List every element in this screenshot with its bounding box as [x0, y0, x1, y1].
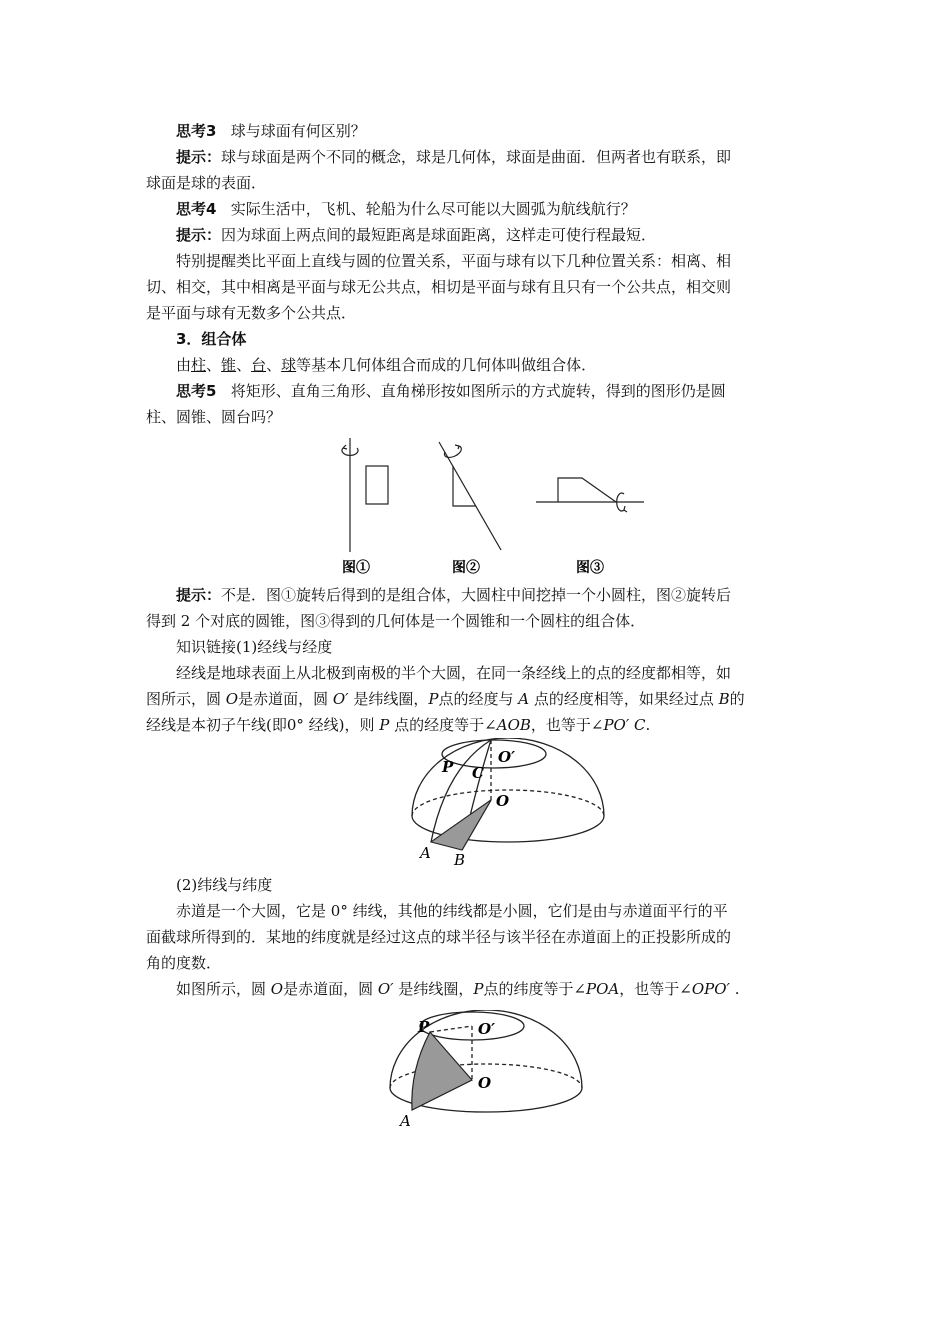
latitude-line-2: 面截球所得到的．某地的纬度就是经过这点的球半径与该半径在赤道面上的正投影所成的 — [146, 928, 732, 946]
note-line-2: 切、相交，其中相离是平面与球无公共点，相切是平面与球有且只有一个公共点，相交则 — [146, 278, 732, 296]
question-label: 思考4 — [176, 200, 217, 218]
figure-2-triangle — [439, 442, 501, 550]
svg-text:P: P — [418, 1018, 430, 1036]
hint-4: 提示：因为球面上两点间的最短距离是球面距离，这样走可使行程最短． — [176, 226, 657, 244]
document-page — [146, 118, 810, 1130]
hint-label: 提示： — [176, 586, 222, 604]
hint-5: 提示：不是．图①旋转后得到的是组合体，大圆柱中间挖掉一个小圆柱，图②旋转后 — [176, 586, 732, 604]
knowledge-link-1: 知识链接(1)经线与经度 — [176, 638, 333, 656]
svg-text:O: O — [496, 792, 510, 810]
hemisphere-longitude-svg — [146, 738, 810, 866]
question-5-continued: 柱、圆锥、圆台吗？ — [146, 408, 282, 426]
question-3: 思考3 球与球面有何区别？ — [176, 122, 366, 140]
latitude-line-1: 赤道是一个大圆，它是 0° 纬线，其他的纬线都是小圆，它们是由与赤道面平行的平 — [176, 902, 728, 920]
hemisphere-latitude-svg — [146, 1010, 810, 1130]
rotation-figures-svg — [146, 430, 810, 582]
longitude-line-1: 经线是地球表面上从北极到南极的半个大圆，在同一条经线上的点的经度都相等，如 — [176, 664, 732, 682]
figure-3-caption: 图③ — [576, 560, 604, 576]
svg-text:O: O — [478, 1074, 492, 1092]
question-5: 思考5 将矩形、直角三角形、直角梯形按如图所示的方式旋转，得到的图形仍是圆 — [176, 382, 726, 400]
figure-3-trapezoid — [536, 478, 644, 512]
note-line-3: 是平面与球有无数多个公共点． — [146, 304, 357, 322]
hint-3: 提示：球与球面是两个不同的概念，球是几何体，球面是曲面．但两者也有联系，即 — [176, 148, 732, 166]
question-label: 思考5 — [176, 382, 217, 400]
knowledge-link-2: (2)纬线与纬度 — [176, 876, 273, 894]
hint-label: 提示： — [176, 226, 222, 244]
svg-text:A: A — [420, 844, 431, 862]
hemisphere-latitude-figure — [146, 1010, 810, 1130]
svg-text:O′: O′ — [498, 748, 516, 766]
note-line-1: 特别提醒类比平面上直线与圆的位置关系，平面与球有以下几种位置关系：相离、相 — [176, 252, 732, 270]
hint-label: 提示： — [176, 148, 222, 166]
section-heading: 3．组合体 — [176, 330, 247, 348]
latitude-figure-text: 如图所示，圆 O是赤道面，圆 O′ 是纬线圈，P点的纬度等于∠POA，也等于∠OPO′ . — [176, 980, 740, 998]
figure-1-caption: 图① — [342, 560, 370, 576]
rotation-figures — [146, 430, 810, 582]
figure-2-caption: 图② — [452, 560, 480, 576]
hint-5-continued: 得到 2 个对底的圆锥，图③得到的几何体是一个圆锥和一个圆柱的组合体． — [146, 612, 646, 630]
latitude-line-3: 角的度数． — [146, 954, 222, 972]
hint-3-continued: 球面是球的表面． — [146, 174, 267, 192]
svg-text:P: P — [442, 758, 454, 776]
svg-text:B: B — [454, 851, 466, 866]
svg-text:A: A — [400, 1112, 411, 1130]
hemisphere-longitude-figure — [146, 738, 810, 866]
longitude-line-2: 图所示，圆 O是赤道面，圆 O′ 是纬线圈，P点的经度与 A 点的经度相等，如果经过点 B的 — [146, 690, 745, 708]
svg-text:O′: O′ — [478, 1020, 496, 1038]
question-4: 思考4 实际生活中，飞机、轮船为什么尽可能以大圆弧为航线航行？ — [176, 200, 636, 218]
longitude-line-3: 经线是本初子午线(即0° 经线)，则 P 点的经度等于∠AOB，也等于∠PO′ C. — [146, 716, 651, 734]
shaded-latitude-sector — [412, 1032, 472, 1110]
figure-1-rectangle — [342, 438, 388, 552]
svg-text:C: C — [472, 764, 484, 782]
question-label: 思考3 — [176, 122, 217, 140]
combo-definition: 由柱、锥、台、球等基本几何体组合而成的几何体叫做组合体． — [176, 356, 597, 374]
